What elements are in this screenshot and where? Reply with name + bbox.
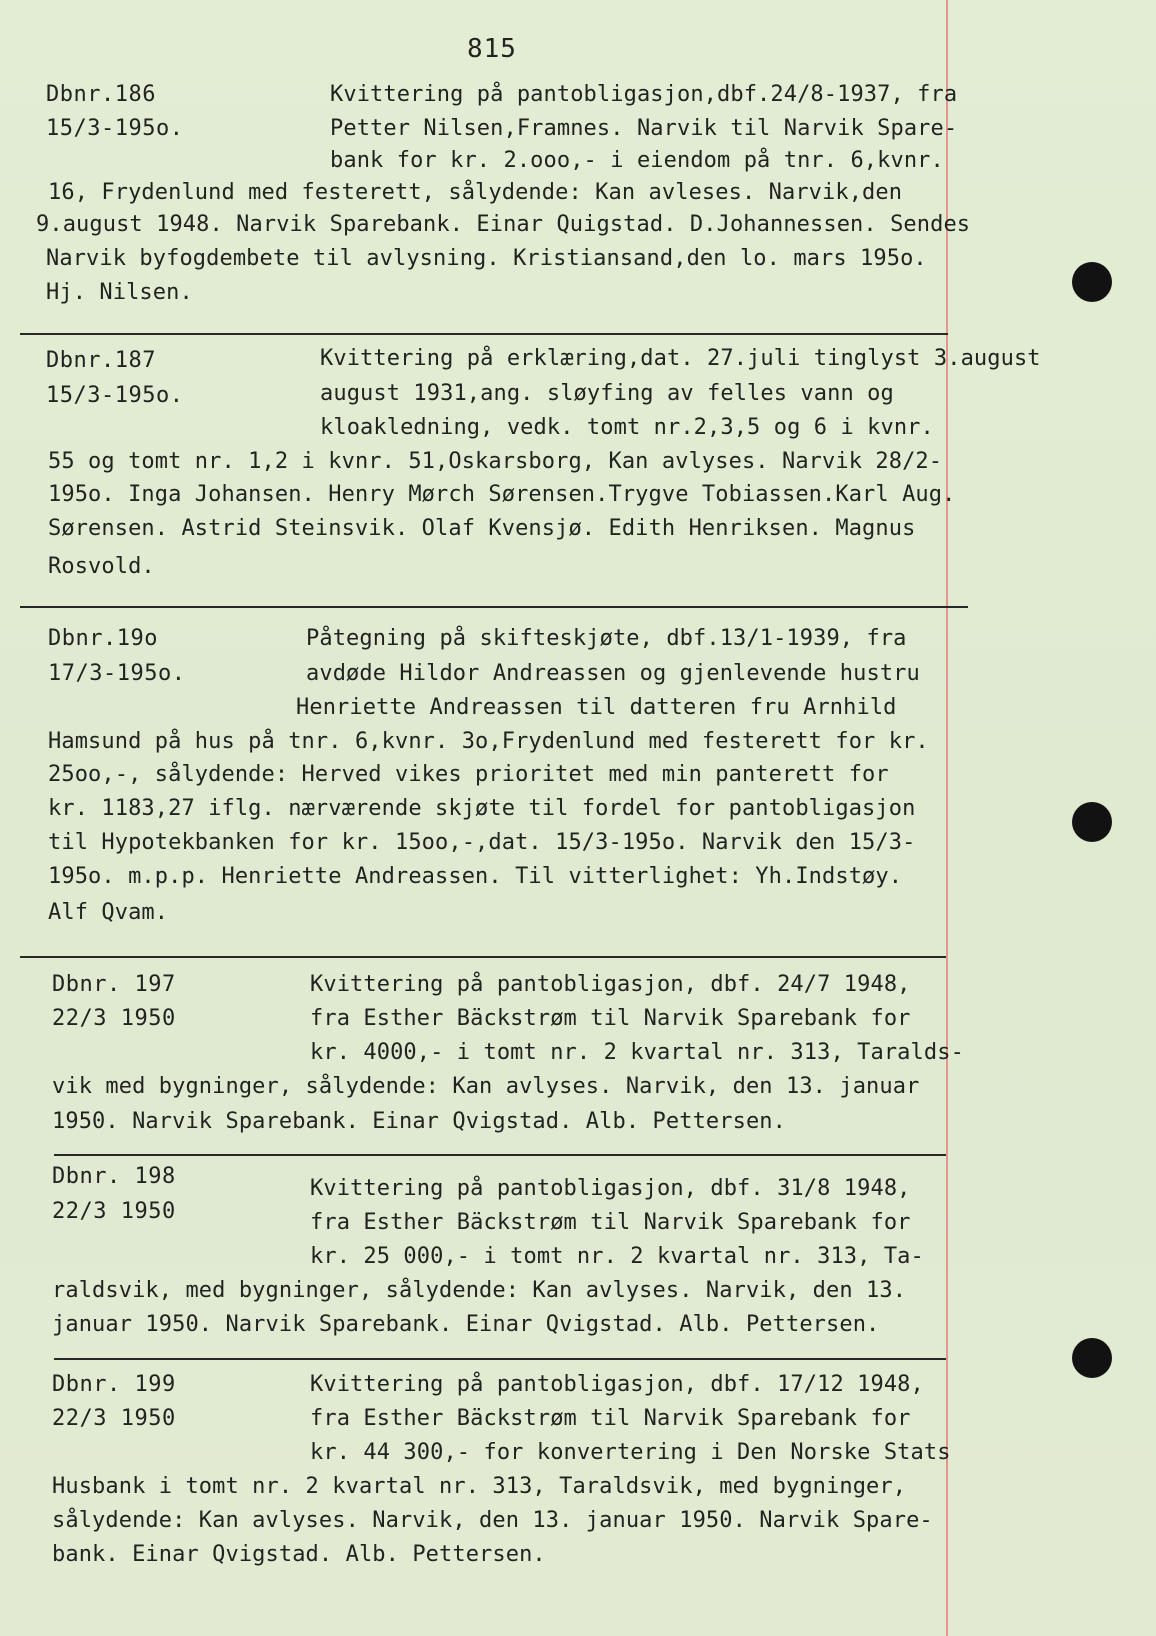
entry-line: august 1931,ang. sløyfing av felles vann og <box>320 381 894 406</box>
entry-line: Kvittering på pantobligasjon, dbf. 24/7 1948, <box>310 972 911 997</box>
entry-line: 55 og tomt nr. 1,2 i kvnr. 51,Oskarsborg, Kan avlyses. Narvik 28/2- <box>48 449 943 474</box>
entry-line: Rosvold. <box>48 554 155 579</box>
entry-line: Husbank i tomt nr. 2 kvartal nr. 313, Taraldsvik, med bygninger, <box>52 1474 907 1499</box>
punch-hole <box>1072 802 1112 842</box>
entry-line: bank. Einar Qvigstad. Alb. Pettersen. <box>52 1542 546 1567</box>
punch-hole <box>1072 1338 1112 1378</box>
entry-line: bank for kr. 2.ooo,- i eiendom på tnr. 6,kvnr. <box>330 148 944 173</box>
entry-line: fra Esther Bäckstrøm til Narvik Sparebank for <box>310 1210 911 1235</box>
entry-date: 15/3-195o. <box>46 116 184 141</box>
entry-line: fra Esther Bäckstrøm til Narvik Sparebank for <box>310 1406 911 1431</box>
entry-separator <box>54 1154 946 1156</box>
entry-line: 1950. Narvik Sparebank. Einar Qvigstad. Alb. Pettersen. <box>52 1109 786 1134</box>
entry-date: 17/3-195o. <box>48 661 186 686</box>
entry-date: 15/3-195o. <box>46 383 184 408</box>
entry-line: Kvittering på erklæring,dat. 27.juli tinglyst 3.august <box>320 346 1041 371</box>
entry-line: 195o. m.p.p. Henriette Andreassen. Til vitterlighet: Yh.Indstøy. <box>48 864 903 889</box>
entry-line: kr. 44 300,- for konvertering i Den Norske Stats <box>310 1440 951 1465</box>
entry-separator <box>54 1358 946 1360</box>
entry-ref: Dbnr.186 <box>46 82 156 107</box>
entry-line: 25oo,-, sålydende: Herved vikes prioritet med min panterett for <box>48 762 889 787</box>
entry-separator <box>20 956 946 958</box>
entry-date: 22/3 1950 <box>52 1006 176 1031</box>
entry-line: kr. 1183,27 iflg. nærværende skjøte til fordel for pantobligasjon <box>48 796 916 821</box>
entry-line: kr. 25 000,- i tomt nr. 2 kvartal nr. 313, Ta- <box>310 1244 924 1269</box>
entry-line: Kvittering på pantobligasjon, dbf. 17/12 1948, <box>310 1372 924 1397</box>
entry-line: raldsvik, med bygninger, sålydende: Kan avlyses. Narvik, den 13. <box>52 1278 907 1303</box>
entry-line: 16, Frydenlund med festerett, sålydende: Kan avleses. Narvik,den <box>48 180 903 205</box>
entry-line: 9.august 1948. Narvik Sparebank. Einar Quigstad. D.Johannessen. Sendes <box>36 212 971 237</box>
entry-line: Kvittering på pantobligasjon,dbf.24/8-1937, fra <box>330 82 958 107</box>
entry-line: Henriette Andreassen til datteren fru Arnhild <box>296 695 897 720</box>
margin-rule <box>946 0 948 1636</box>
entry-line: Hamsund på hus på tnr. 6,kvnr. 3o,Frydenlund med festerett for kr. <box>48 729 929 754</box>
entry-ref: Dbnr.187 <box>46 348 156 373</box>
entry-separator <box>20 333 948 335</box>
page-number: 815 <box>467 34 517 64</box>
entry-line: Alf Qvam. <box>48 900 169 925</box>
entry-line: til Hypotekbanken for kr. 15oo,-,dat. 15/3-195o. Narvik den 15/3- <box>48 830 916 855</box>
entry-ref: Dbnr.19o <box>48 626 158 651</box>
entry-line: 195o. Inga Johansen. Henry Mørch Sørensen.Trygve Tobiassen.Karl Aug. <box>48 482 956 507</box>
entry-line: Hj. Nilsen. <box>46 280 193 305</box>
entry-line: fra Esther Bäckstrøm til Narvik Sparebank for <box>310 1006 911 1031</box>
punch-hole <box>1072 262 1112 302</box>
entry-date: 22/3 1950 <box>52 1406 176 1431</box>
entry-separator <box>20 606 968 608</box>
entry-line: Kvittering på pantobligasjon, dbf. 31/8 1948, <box>310 1176 911 1201</box>
entry-line: kr. 4000,- i tomt nr. 2 kvartal nr. 313, Taralds- <box>310 1040 964 1065</box>
entry-line: Narvik byfogdembete til avlysning. Kristiansand,den lo. mars 195o. <box>46 246 927 271</box>
entry-line: sålydende: Kan avlyses. Narvik, den 13. januar 1950. Narvik Spare- <box>52 1508 933 1533</box>
entry-date: 22/3 1950 <box>52 1199 176 1224</box>
entry-line: Petter Nilsen,Framnes. Narvik til Narvik Spare- <box>330 116 958 141</box>
entry-line: januar 1950. Narvik Sparebank. Einar Qvigstad. Alb. Pettersen. <box>52 1312 880 1337</box>
entry-line: Påtegning på skifteskjøte, dbf.13/1-1939, fra <box>306 626 907 651</box>
entry-line: avdøde Hildor Andreassen og gjenlevende hustru <box>306 661 920 686</box>
entry-line: vik med bygninger, sålydende: Kan avlyses. Narvik, den 13. januar <box>52 1074 920 1099</box>
entry-ref: Dbnr. 199 <box>52 1372 176 1397</box>
entry-line: kloakledning, vedk. tomt nr.2,3,5 og 6 i kvnr. <box>320 415 934 440</box>
entry-line: Sørensen. Astrid Steinsvik. Olaf Kvensjø. Edith Henriksen. Magnus <box>48 516 916 541</box>
entry-ref: Dbnr. 198 <box>52 1164 176 1189</box>
entry-ref: Dbnr. 197 <box>52 972 176 997</box>
